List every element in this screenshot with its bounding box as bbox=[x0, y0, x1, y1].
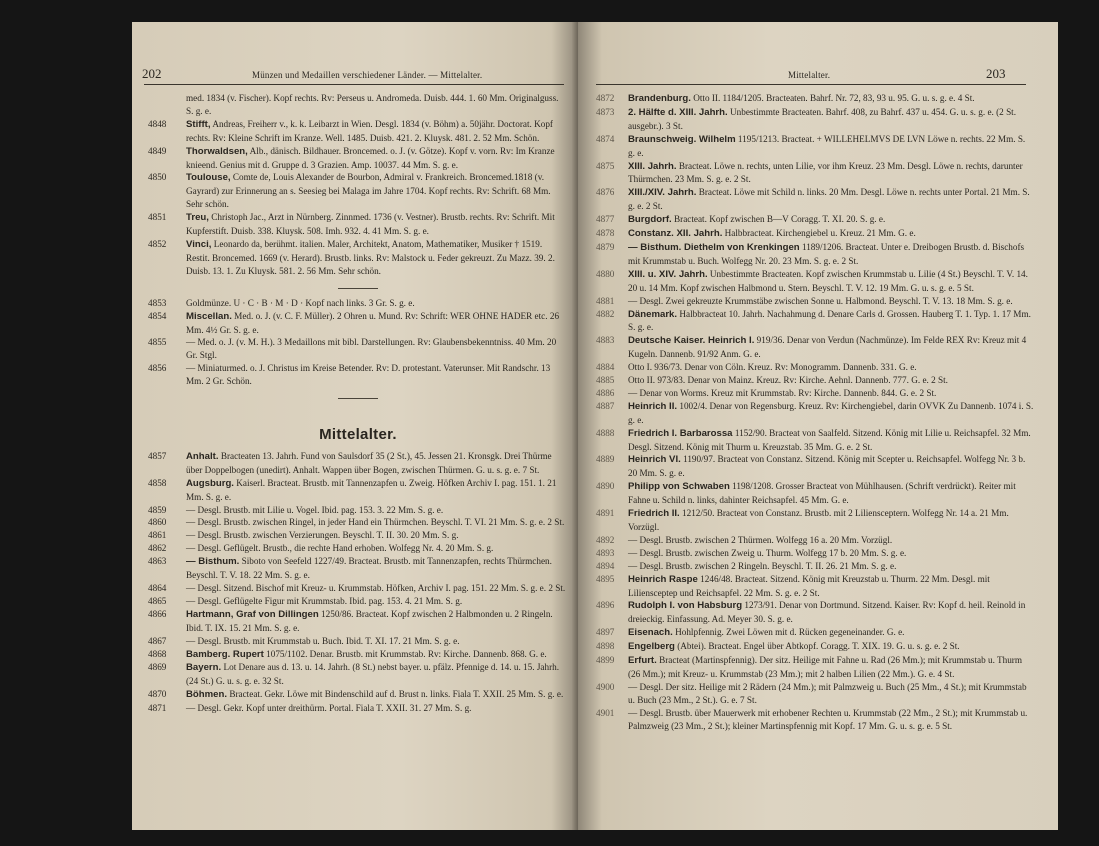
entry-text: Goldmünze. U · C · B · M · D · Kopf nach links. 3 Gr. S. g. e. bbox=[186, 297, 415, 308]
entry-number: 4880 bbox=[596, 268, 615, 279]
entry-text: 1246/48. Bracteat. Sitzend. König mit Kreuzstab u. Thurm. 22 Mm. Desgl. mit Liliensceptер und Reichsapfel. 22 Mm. S. g. e. 2 St. bbox=[628, 573, 990, 598]
catalog-entry bbox=[148, 297, 568, 310]
entry-name: Vinci, bbox=[186, 238, 212, 250]
entry-number: 4869 bbox=[148, 662, 167, 673]
right-page bbox=[578, 22, 1058, 830]
catalog-entry bbox=[596, 427, 1034, 454]
catalog-entry bbox=[596, 186, 1034, 213]
catalog-entry bbox=[596, 361, 1034, 374]
entry-text: Leonardo da, berühmt. italien. Maler, Architekt, Anatom, Mathematiker, Musiker † 1519. Restit. Broncemed. 1669 (v. Herard). Brustb. links. Rv: Malstock u. Feder gekreuzt. Zu Mazz. 39. 2. Duisb. 13. 1. Zu Kluysk. 581. 2. 56 Mm. Sehr schön. bbox=[186, 238, 555, 276]
entry-number: 4890 bbox=[596, 481, 615, 492]
entry-name: Philipp von Schwaben bbox=[628, 481, 730, 493]
entry-number: 4865 bbox=[148, 595, 167, 606]
entry-number: 4858 bbox=[148, 477, 167, 488]
entry-number: 4888 bbox=[596, 427, 615, 438]
entry-name: Hartmann, Graf von Dillingen bbox=[186, 608, 319, 620]
entry-text: — Desgl. Sitzend. Bischof mit Kreuz- u. Krummstab. Höfken, Archiv I. pag. 151. 22 Mm. S. g. e. 2 St. bbox=[186, 583, 566, 593]
entry-text: Christoph Jac., Arzt in Nürnberg. Zinnmed. 1736 (v. Vestner). Brustb. rechts. Rv: Schrift. Mit Kupferstift. Duisb. 338. Kluysk. 508. Imh. 932. 4. 41 Mm. S. g. e. bbox=[186, 212, 555, 237]
catalog-entry bbox=[596, 213, 1034, 227]
entry-name: XIII. u. XIV. Jahrh. bbox=[628, 268, 708, 280]
left-entries-b bbox=[148, 297, 568, 388]
right-running-header: Mittelalter. bbox=[788, 70, 831, 80]
entry-text: (Abtei). Bracteat. Engel über Abtkopf. Coragg. T. XIX. 19. G. u. s. g. e. 2 St. bbox=[677, 641, 960, 652]
entry-number: 4897 bbox=[596, 627, 615, 638]
entry-number: 4881 bbox=[596, 295, 615, 306]
catalog-entry bbox=[148, 608, 568, 635]
entry-text: — Desgl. Geflügelte Figur mit Krummstab. Ibid. pag. 153. 4. 21 Mm. S. g. bbox=[186, 595, 463, 606]
catalog-entry bbox=[596, 480, 1034, 507]
catalog-entry bbox=[148, 310, 568, 337]
catalog-entry bbox=[596, 400, 1034, 427]
entry-number: 4891 bbox=[596, 508, 615, 519]
entry-text: 1195/1213. Bracteat. + WILLEHELMVS DE LVN Löwe n. rechts. 22 Mm. S. g. e. bbox=[628, 133, 1026, 158]
right-entries-list bbox=[596, 92, 1034, 733]
entry-text: Andreas, Freiherr v., k. k. Leibarzt in Wien. Desgl. 1834 (v. Böhm) a. 50jähr. Doctorat. Kopf rechts. Rv: Kleine Schrift im Kranze. Well. 1485. Duisb. 421. 2. Kluysk. 481. 2. 52 Mm. Schön. bbox=[186, 118, 553, 143]
catalog-entry bbox=[148, 450, 568, 477]
entry-number: 4884 bbox=[596, 362, 615, 373]
left-entries-a bbox=[148, 92, 568, 278]
entry-text: 1002/4. Denar von Regensburg. Kreuz. Rv: Kirchengiebel, darin OVVK Zu Dannenb. 1074 i. S. g. e. bbox=[628, 400, 1034, 425]
catalog-entry bbox=[596, 707, 1034, 733]
entry-text: 1212/50. Bracteat von Constanz. Brustb. mit 2 Liliensceptern. Wolfegg Nr. 14 a. 21 Mm. Vorzügl. bbox=[628, 508, 1009, 532]
entry-number: 4876 bbox=[596, 187, 615, 198]
left-running-header: Münzen und Medaillen verschiedener Länder. — Mittelalter. bbox=[252, 70, 483, 80]
entry-number: 4867 bbox=[148, 635, 167, 646]
entry-text: — Med. o. J. (v. M. H.). 3 Medaillons mit bibl. Darstellungen. Rv: Glaubensbekenntniss. 40 Mm. 20 Gr. Stgl. bbox=[186, 337, 557, 361]
entry-text: Bracteat. Kopf zwischen B—V Coragg. T. XI. 20. S. g. e. bbox=[674, 214, 886, 225]
entry-text: — Desgl. Zwei gekreuzte Krummstäbe zwischen Sonne u. Halbmond. Beyschl. T. V. 13. 18 Mm. S. g. e. bbox=[628, 295, 1013, 306]
catalog-entry bbox=[596, 374, 1034, 387]
entry-number: 4889 bbox=[596, 454, 615, 465]
entry-number: 4883 bbox=[596, 335, 615, 346]
catalog-entry bbox=[148, 648, 568, 662]
entry-text: Kaiserl. Bracteat. Brustb. mit Tannenzapfen u. Zweig. Höfken Archiv I. pag. 151. 1. 21 Mm. S. g. e. bbox=[186, 477, 557, 502]
entry-number: 4862 bbox=[148, 543, 167, 554]
entry-number: 4853 bbox=[148, 297, 167, 308]
entry-number: 4855 bbox=[148, 337, 167, 348]
catalog-entry bbox=[148, 555, 568, 582]
catalog-entry bbox=[596, 560, 1034, 573]
entry-name: Stifft, bbox=[186, 118, 211, 130]
entry-number: 4901 bbox=[596, 707, 615, 718]
entry-text: — Desgl. Der sitz. Heilige mit 2 Rädern (24 Mm.); mit Palmzweig u. Buch (25 Mm., 4 St.); mit Krummstab u. Buch (23 Mm., 2 St.). G. e. 7 St. bbox=[628, 681, 1027, 705]
entry-number: 4856 bbox=[148, 363, 167, 374]
catalog-entry bbox=[148, 504, 568, 517]
section-title: Mittelalter. bbox=[319, 426, 397, 444]
entry-name: XIII. Jahrh. bbox=[628, 160, 677, 172]
entry-number: 4900 bbox=[596, 681, 615, 692]
entry-number: 4896 bbox=[596, 600, 615, 611]
entry-name: Augsburg. bbox=[186, 477, 234, 489]
entry-text: 1189/1206. Bracteat. Unter e. Dreibogen Brustb. d. Bischofs mit Krummstab u. Buch. Wolfegg Nr. 20. 23 Mm. S. g. e. 2 St. bbox=[628, 241, 1025, 266]
entry-text: — Denar von Worms. Kreuz mit Krummstab. Rv: Kirche. Dannenb. 844. G. e. 2 St. bbox=[628, 387, 937, 398]
entry-name: Heinrich Raspe bbox=[628, 573, 698, 585]
catalog-entry bbox=[596, 547, 1034, 560]
entry-text: 1273/91. Denar von Dortmund. Sitzend. Kaiser. Rv: Kopf d. heil. Reinold in dreieckig. Einfassung. Ad. Meyer 30. S. g. e. bbox=[628, 600, 1026, 625]
right-page-number: 203 bbox=[986, 66, 1006, 81]
entry-name: Bayern. bbox=[186, 662, 222, 674]
entry-number: 4852 bbox=[148, 238, 167, 249]
left-page-number: 202 bbox=[142, 66, 162, 81]
entry-name: Erfurt. bbox=[628, 655, 657, 667]
entry-number: 4866 bbox=[148, 608, 167, 619]
catalog-entry bbox=[596, 160, 1034, 187]
entry-text: Halbbracteat 10. Jahrh. Nachahmung d. Denare Carls d. Grossen. Hauberg T. 1. Typ. 1. 17 Mm. S. g. e. bbox=[628, 308, 1031, 333]
entry-name: Friedrich II. bbox=[628, 508, 680, 520]
entry-name: Braunschweig. Wilhelm bbox=[628, 133, 736, 145]
entry-name: Deutsche Kaiser. Heinrich I. bbox=[628, 335, 755, 347]
entry-number: 4859 bbox=[148, 504, 167, 515]
catalog-entry bbox=[148, 238, 568, 278]
catalog-entry bbox=[596, 599, 1034, 626]
entry-text: Bracteat. Löwe mit Schild n. links. 20 Mm. Desgl. Löwe n. rechts unter Portal. 21 Mm. S. g. e. 2 St. bbox=[628, 187, 1030, 212]
catalog-entry bbox=[148, 118, 568, 145]
entry-number: 4895 bbox=[596, 573, 615, 584]
entry-number: 4886 bbox=[596, 387, 615, 398]
catalog-entry bbox=[148, 702, 568, 715]
catalog-entry bbox=[596, 453, 1034, 480]
catalog-entry bbox=[596, 640, 1034, 654]
entry-text: Med. o. J. (v. C. F. Müller). 2 Ohren u. Mund. Rv: Schrift: WER OHNE HADER etc. 26 Mm. 4½ Gr. S. g. e. bbox=[186, 310, 560, 335]
entry-name: — Bisthum. Diethelm von Krenkingen bbox=[628, 241, 800, 253]
entry-text: Bracteat (Martinspfennig). Der sitz. Heilige mit Fahne u. Rad (26 Mm.); mit Krummstab u. Thurm (26 Mm.); mit Kreuz- u. Krummstab (23 Mm.); mit 2 halben Lilien (22 Mm.). G. e. 4 St. bbox=[628, 655, 1022, 679]
entry-text: — Desgl. Brustb. zwischen Ringel, in jeder Hand ein Thürmchen. Beyschl. T. VI. 21 Mm. S. g. e. 2 St. bbox=[186, 517, 565, 528]
entry-text: Halbbracteat. Kirchengiebel u. Kreuz. 21 Mm. G. e. bbox=[724, 228, 916, 239]
left-entries bbox=[148, 92, 568, 715]
left-entries-c bbox=[148, 450, 568, 715]
entry-number: 4863 bbox=[148, 556, 167, 567]
entry-name: Heinrich VI. bbox=[628, 454, 681, 466]
entry-text: 919/36. Denar von Verdun (Nachmünze). Im Felde REX Rv: Kreuz mit 4 Kugeln. Dannenb. 91/92 Anm. G. e. bbox=[628, 335, 1027, 360]
entry-number: 4860 bbox=[148, 517, 167, 528]
entry-text: Hohlpfennig. Zwei Löwen mit d. Rücken gegeneinander. G. e. bbox=[675, 627, 905, 638]
entry-text: 1152/90. Bracteat von Saalfeld. Sitzend. König mit Lilie u. Reichsapfel. 32 Mm. Desgl. Sitzend. König mit Thurm u. Kreuzstab. 35 Mm. G. e. 2 St. bbox=[628, 427, 1031, 452]
entry-name: Heinrich II. bbox=[628, 400, 678, 412]
entry-text: 1250/86. Bracteat. Kopf zwischen 2 Halbmonden u. 2 Ringeln. Ibid. T. IX. 15. 21 Mm. S. g. e. bbox=[186, 608, 553, 633]
catalog-entry bbox=[596, 92, 1034, 106]
catalog-entry bbox=[596, 308, 1034, 335]
entry-text: med. 1834 (v. Fischer). Kopf rechts. Rv: Perseus u. Andromeda. Duisb. 444. 1. 60 Mm. Originalguss. S. g. e. bbox=[186, 93, 559, 116]
entry-number: 4861 bbox=[148, 530, 167, 541]
entry-number: 4849 bbox=[148, 145, 167, 156]
entry-number: 4887 bbox=[596, 400, 615, 411]
entry-number: 4872 bbox=[596, 93, 615, 103]
catalog-entry bbox=[596, 654, 1034, 681]
catalog-entry bbox=[596, 334, 1034, 361]
catalog-entry bbox=[148, 595, 568, 608]
entry-name: XIII./XIV. Jahrh. bbox=[628, 187, 697, 199]
entry-name: Toulouse, bbox=[186, 172, 231, 184]
catalog-entry bbox=[596, 681, 1034, 707]
catalog-entry bbox=[596, 241, 1034, 268]
entry-name: — Bisthum. bbox=[186, 556, 240, 568]
entry-number: 4871 bbox=[148, 703, 167, 714]
catalog-entry bbox=[148, 211, 568, 238]
entry-text: — Desgl. Brustb. mit Krummstab u. Buch. Ibid. T. XI. 17. 21 Mm. S. g. e. bbox=[186, 635, 460, 646]
entry-name: Dänemark. bbox=[628, 308, 678, 320]
entry-text: — Desgl. Brustb. zwischen 2 Ringeln. Beyschl. T. II. 26. 21 Mm. S. g. e. bbox=[628, 560, 897, 571]
entry-text: 1075/1102. Denar. Brustb. mit Krummstab. Rv: Kirche. Dannenb. 868. G. e. bbox=[266, 648, 547, 659]
entry-text: Siboto von Seefeld 1227/49. Bracteat. Brustb. mit Tannenzapfen, rechts Thürmchen. Beyschl. T. V. 18. 22 Mm. S. g. e. bbox=[186, 556, 552, 581]
entry-text: — Desgl. Brustb. zwischen 2 Thürmen. Wolfegg 16 a. 20 Mm. Vorzügl. bbox=[628, 534, 893, 545]
entry-number: 4899 bbox=[596, 655, 615, 666]
entry-text: Bracteaten 13. Jahrh. Fund von Saulsdorf 35 (2 St.), 45. Jessen 21. Kronsgk. Drei Thürme über Doppelbogen (unedirt). Anhalt. Wappen über Bogen, zwischen Thürmen. G. u. s. g. e. 7 St. bbox=[186, 450, 552, 475]
entry-text: Otto II. 973/83. Denar von Mainz. Kreuz. Rv: Kirche. Aehnl. Dannenb. 777. G. e. 2 St. bbox=[628, 375, 948, 386]
entry-name: Brandenburg. bbox=[628, 93, 691, 104]
entry-number: 4857 bbox=[148, 450, 167, 461]
catalog-entry bbox=[596, 227, 1034, 241]
catalog-entry bbox=[148, 635, 568, 648]
entry-text: Bracteat. Gekr. Löwe mit Bindenschild auf d. Brust n. links. Fiala T. XXII. 25 Mm. S. g. e. bbox=[229, 689, 564, 700]
catalog-entry bbox=[148, 516, 568, 529]
entry-text: Lot Denare aus d. 13. u. 14. Jahrh. (8 St.) nebst bayer. u. pfälz. Pfennige d. 14. u. 15. Jahrh. (24 St.) G. u. s. g. e. 32 St. bbox=[186, 662, 560, 687]
entry-text: Unbestimmte Bracteaten. Kopf zwischen Krummstab u. Lilie (4 St.) Beyschl. T. V. 14. 20 u. 14 Mm. Kopf zwischen Halbmond u. Stern. Beyschl. T. V. 12. 19 Mm. G. u. s. g. e. 5 St. bbox=[628, 268, 1028, 293]
entry-name: Burgdorf. bbox=[628, 214, 672, 226]
section-divider bbox=[338, 288, 378, 289]
entry-number: 4854 bbox=[148, 310, 167, 321]
entry-name: Constanz. XII. Jahrh. bbox=[628, 228, 723, 240]
entry-number: 4878 bbox=[596, 228, 615, 239]
catalog-entry bbox=[596, 295, 1034, 308]
entry-name: Treu, bbox=[186, 212, 209, 224]
entry-number: 4892 bbox=[596, 534, 615, 545]
entry-number: 4851 bbox=[148, 212, 167, 223]
catalog-entry bbox=[148, 171, 568, 211]
entry-name: Thorwaldsen, bbox=[186, 145, 248, 157]
catalog-entry bbox=[596, 573, 1034, 600]
entry-text: 1198/1208. Grosser Bracteat von Mühlhausen. (Schrift verdrückt). Reiter mit Fahne u. Schild n. links, dahinter Reichsapfel. 45 Mm. G. e. bbox=[628, 481, 1016, 506]
catalog-entry bbox=[596, 626, 1034, 640]
entry-number: 4873 bbox=[596, 106, 615, 117]
catalog-entry bbox=[596, 106, 1034, 133]
entry-text: — Desgl. Brustb. zwischen Verzierungen. Beyschl. T. II. 30. 20 Mm. S. g. bbox=[186, 530, 459, 541]
entry-text: 1190/97. Bracteat von Constanz. Sitzend. König mit Scepter u. Reichsapfel. Wolfegg Nr. 3 b. 20 Mm. S. g. e. bbox=[628, 454, 1026, 479]
entry-text: — Desgl. Gekr. Kopf unter dreithürm. Portal. Fiala T. XXII. 31. 27 Mm. S. g. bbox=[186, 703, 472, 714]
catalog-entry bbox=[148, 529, 568, 542]
catalog-entry bbox=[148, 145, 568, 172]
catalog-entry bbox=[148, 582, 568, 595]
entry-text: — Desgl. Brustb. mit Lilie u. Vogel. Ibid. pag. 153. 3. 22 Mm. S. g. e. bbox=[186, 504, 444, 515]
entry-number: 4870 bbox=[148, 689, 167, 700]
entry-name: Engelberg bbox=[628, 641, 675, 653]
entry-text: — Desgl. Geflügelt. Brustb., die rechte Hand erhoben. Wolfegg Nr. 4. 20 Mm. S. g. bbox=[186, 543, 494, 554]
entry-name: 2. Hälfte d. XIII. Jahrh. bbox=[628, 106, 728, 118]
right-header-rule bbox=[596, 84, 1026, 85]
entry-name: Eisenach. bbox=[628, 627, 673, 639]
catalog-entry bbox=[596, 507, 1034, 534]
entry-number: 4868 bbox=[148, 648, 167, 659]
entry-number: 4898 bbox=[596, 641, 615, 652]
entry-name: Miscellan. bbox=[186, 310, 232, 322]
catalog-entry bbox=[148, 661, 568, 688]
entry-name: Böhmen. bbox=[186, 689, 228, 701]
entry-text: Otto I. 936/73. Denar von Cöln. Kreuz. Rv: Monogramm. Dannenb. 331. G. e. bbox=[628, 362, 917, 373]
entry-text: — Desgl. Brustb. zwischen Zweig u. Thurm. Wolfegg 17 b. 20 Mm. S. g. e. bbox=[628, 547, 907, 558]
entry-number: 4850 bbox=[148, 172, 167, 183]
entry-text: — Desgl. Brustb. über Mauerwerk mit erhobener Rechten u. Krummstab (22 Mm., 2 St.); mit Krummstab u. Palmzweig (23 Mm., 2 St.); kleiner Martinspfennig mit Kopf. 17 Mm. G. u. s. g. e. 5 St. bbox=[628, 707, 1028, 731]
entry-name: Rudolph I. von Habsburg bbox=[628, 600, 743, 612]
entry-text: Bracteat. Löwe n. rechts, unten Lilie, vor ihm Kreuz. 23 Mm. Desgl. Löwe n. rechts, darunter Thürmchen. 23 Mm. S. g. e. 2 St. bbox=[628, 160, 1023, 185]
entry-number: 4875 bbox=[596, 160, 615, 171]
entry-number: 4848 bbox=[148, 118, 167, 129]
catalog-entry bbox=[148, 92, 568, 118]
entry-number: 4874 bbox=[596, 133, 615, 144]
entry-text: Comte de, Louis Alexander de Bourbon, Admiral v. Frankreich. Broncemed.1818 (v. Gayrard) zur Erinnerung an s. Seesieg bei Malaga im Jahre 1704. Kopf rechts. Rv: Schrift. 68 Mm. Sehr schön. bbox=[186, 172, 551, 210]
entry-number: 4893 bbox=[596, 547, 615, 558]
catalog-entry bbox=[596, 133, 1034, 160]
catalog-entry bbox=[596, 387, 1034, 400]
entry-name: Bamberg. Rupert bbox=[186, 648, 264, 660]
catalog-entry bbox=[148, 477, 568, 504]
right-entries bbox=[596, 92, 1034, 733]
entry-text: Alb., dänisch. Bildhauer. Broncemed. o. J. (v. Götze). Kopf v. vorn. Rv: Im Kranze knieend. Genius mit d. Gruppe d. 3 Grazien. Amp. 10037. 44 Mm. S. g. e. bbox=[186, 145, 555, 170]
catalog-entry bbox=[148, 362, 568, 388]
catalog-entry bbox=[596, 534, 1034, 547]
section-divider bbox=[338, 398, 378, 399]
entry-name: Anhalt. bbox=[186, 450, 219, 462]
entry-text: Unbestimmte Bracteaten. Bahrf. 408, zu Bahrf. 437 u. 454. G. u. s. g. e. (2 St. ausgebr.). 3 St. bbox=[628, 106, 1017, 131]
entry-number: 4864 bbox=[148, 583, 167, 593]
catalog-entry bbox=[596, 268, 1034, 295]
left-header-rule bbox=[144, 84, 564, 85]
entry-number: 4882 bbox=[596, 308, 615, 319]
left-page bbox=[132, 22, 578, 830]
catalog-entry bbox=[148, 336, 568, 362]
entry-text: — Miniaturmed. o. J. Christus im Kreise Betender. Rv: D. protestant. Vaterunser. Mit Randschr. 13 Mm. 2 Gr. Schön. bbox=[186, 363, 551, 387]
entry-number: 4879 bbox=[596, 241, 615, 252]
entry-number: 4885 bbox=[596, 375, 615, 386]
entry-name: Friedrich I. Barbarossa bbox=[628, 427, 733, 439]
entry-number: 4894 bbox=[596, 560, 615, 571]
entry-text: Otto II. 1184/1205. Bracteaten. Bahrf. Nr. 72, 83, 93 u. 95. G. u. s. g. e. 4 St. bbox=[693, 93, 975, 103]
entry-number: 4877 bbox=[596, 214, 615, 225]
catalog-entry bbox=[148, 542, 568, 555]
catalog-entry bbox=[148, 688, 568, 702]
